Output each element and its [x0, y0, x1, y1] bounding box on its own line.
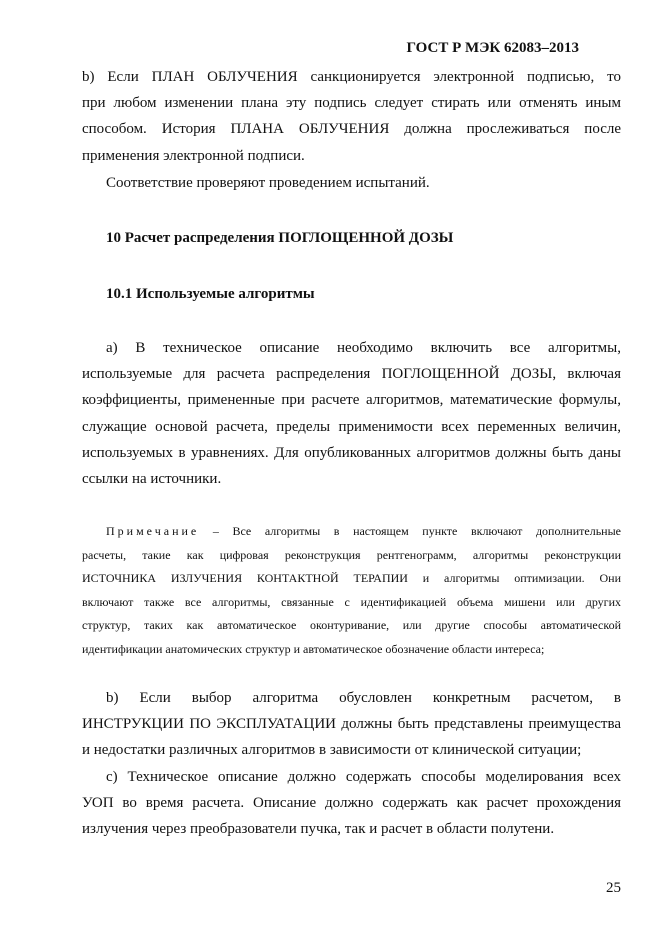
paragraph-c-modeling: [82, 764, 621, 843]
document-header: ГОСТ Р МЭК 62083–2013: [406, 40, 579, 56]
text-line: и недостатки различных алгоритмов в зависимости от клинической ситуации;: [82, 742, 582, 759]
text-line: ИНСТРУКЦИИ ПО ЭКСПЛУАТАЦИИ должны быть представлены преимущества: [82, 716, 621, 733]
text-line: Соответствие проверяют проведением испытаний.: [106, 175, 430, 191]
text-line: b) Если ПЛАН ОБЛУЧЕНИЯ санкционируется электронной подписью, то: [82, 69, 621, 85]
text-line: УОП во время расчета. Описание должно содержать как расчет прохождения: [82, 795, 621, 812]
note-text: – Все алгоритмы в настоящем пункте включают дополнительные: [199, 524, 621, 538]
text-line: излучения через преобразователи пучка, так и расчет в области полутени.: [82, 821, 555, 838]
paragraph-b-signature: [82, 64, 621, 169]
paragraph-b-instructions: [82, 685, 621, 764]
paragraph-a-algorithms: [82, 335, 621, 492]
note-label: Примечание: [106, 524, 200, 538]
note-line: включают также все алгоритмы, связанные с идентификацией объема мишени или других: [82, 594, 621, 609]
text-line: при любом изменении плана эту подпись следует стирать или отменять иным: [82, 95, 621, 112]
text-line: b) Если выбор алгоритма обусловлен конкретным расчетом, в: [106, 690, 621, 706]
text-line: используемые для расчета распределения ПОГЛОЩЕННОЙ ДОЗЫ, включая: [82, 366, 621, 383]
note-line: структур, таких как автоматическое оконтуривание, или другие способы автоматической: [82, 618, 621, 632]
text-line: с) Техническое описание должно содержать способы моделирования всех: [106, 769, 621, 785]
note-first-line: [82, 520, 621, 544]
text-line: служащие основой расчета, пределы применимости всех переменных величин,: [82, 418, 621, 435]
text-line: используемых в уравнениях. Для опубликованных алгоритмов должны быть даны: [82, 444, 621, 461]
note-line: идентификации анатомических структур и автоматическое обозначение области интереса;: [82, 641, 545, 656]
section-title: 10 Расчет распределения ПОГЛОЩЕННОЙ ДОЗЫ: [106, 230, 454, 246]
note-line: расчеты, такие как цифровая реконструкция рентгенограмм, алгоритмы реконструкции: [82, 547, 621, 562]
text-line: а) В техническое описание необходимо включить все алгоритмы,: [106, 340, 621, 356]
note-block: [82, 520, 621, 661]
subsection-title: 10.1 Используемые алгоритмы: [106, 286, 315, 302]
compliance-statement: [82, 170, 621, 196]
text-line: ссылки на источники.: [82, 471, 222, 488]
text-line: способом. История ПЛАНА ОБЛУЧЕНИЯ должна прослеживаться после: [82, 121, 621, 138]
text-line: применения электронной подписи.: [82, 147, 305, 164]
text-line: коэффициенты, примененные при расчете алгоритмов, математические формулы,: [82, 392, 621, 409]
note-line: ИСТОЧНИКА ИЗЛУЧЕНИЯ КОНТАКТНОЙ ТЕРАПИИ и алгоритмы оптимизации. Они: [82, 571, 621, 585]
page-number: 25: [606, 880, 621, 896]
